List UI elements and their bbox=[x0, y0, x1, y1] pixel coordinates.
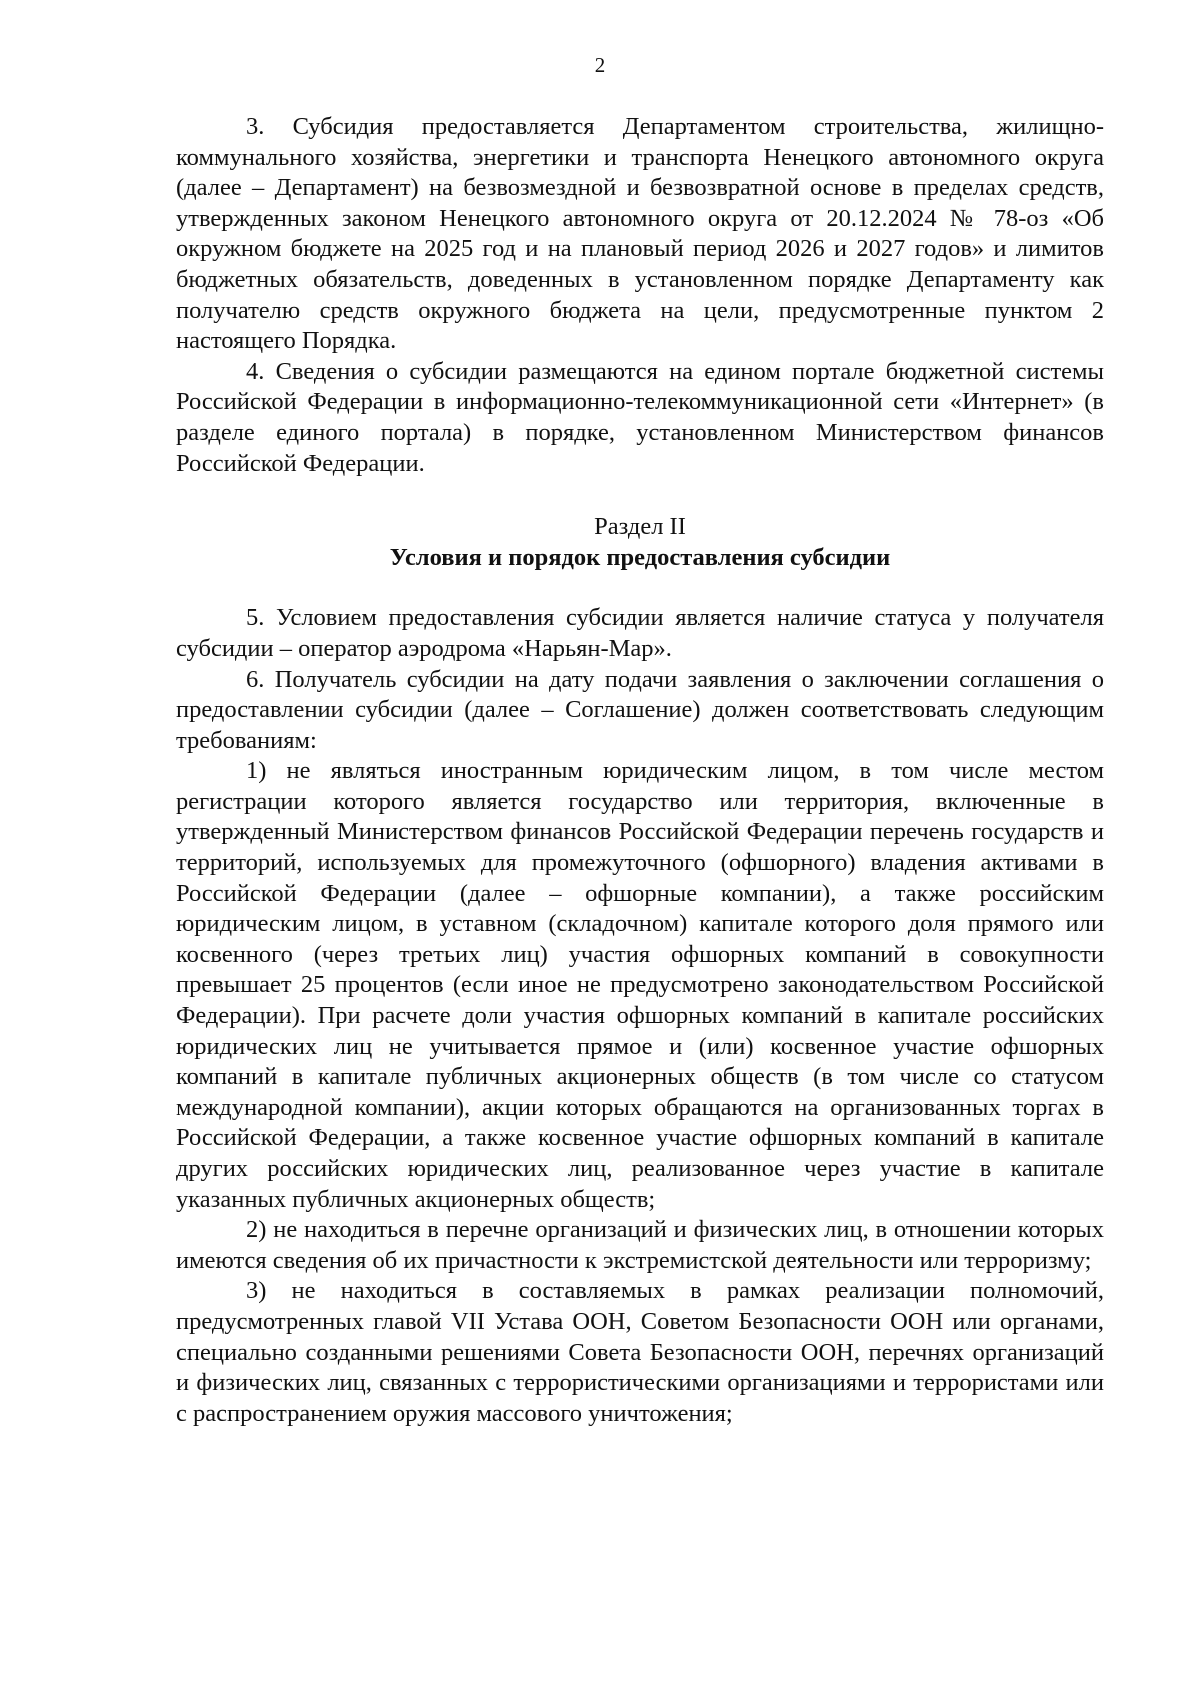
requirement-1: 1) не являться иностранным юридическим лицом, в том числе местом регистрации которого является государство или территория, включенные в утвержденный Министерством финансов Российской Федерации перечень государств и территорий, используемых для промежуточного (офшорного) владения активами в Российской Федерации (далее – офшорные компании), а также российским юридическим лицом, в уставном (складочном) капитале которого доля прямого или косвенного (через третьих лиц) участия офшорных компаний в совокупности превышает 25 процентов (если иное не предусмотрено законодательством Российской Федерации). При расчете доли участия офшорных компаний в капитале российских юридических лиц не учитывается прямое и (или) косвенное участие офшорных компаний в капитале публичных акционерных обществ (в том числе со статусом международной компании), акции которых обращаются на организованных торгах в Российской Федерации, а также косвенное участие офшорных компаний в капитале других российских юридических лиц, реализованное через участие в капитале указанных публичных акционерных обществ; bbox=[176, 757, 1104, 1213]
paragraph-3: 3. Субсидия предоставляется Департаментом строительства, жилищно-коммунального хозяйства, энергетики и транспорта Ненецкого автономного округа (далее – Департамент) на безвозмездной и безвозвратной основе в пределах средств, утвержденных законом Ненецкого автономного округа от 20.12.2024 № 78-оз «Об окружном бюджете на 2025 год и на плановый период 2026 и 2027 годов» и лимитов бюджетных обязательств, доведенных в установленном порядке Департаменту как получателю средств окружного бюджета на цели, предусмотренные пунктом 2 настоящего Порядка. bbox=[176, 113, 1104, 355]
document-body bbox=[176, 112, 1104, 1429]
section-label: Раздел II bbox=[594, 513, 686, 541]
page-number: 2 bbox=[594, 53, 606, 77]
paragraph-5: 5. Условием предоставления субсидии является наличие статуса у получателя субсидии – оператор аэродрома «Нарьян-Мар». bbox=[176, 604, 1104, 662]
requirement-2: 2) не находиться в перечне организаций и физических лиц, в отношении которых имеются сведения об их причастности к экстремистской деятельности или терроризму; bbox=[176, 1216, 1104, 1274]
requirement-3: 3) не находиться в составляемых в рамках реализации полномочий, предусмотренных главой VII Устава ООН, Советом Безопасности ООН или органами, специально созданными решениями Совета Безопасности ООН, перечнях организаций и физических лиц, связанных с террористическими организациями и террористами или с распространением оружия массового уничтожения; bbox=[176, 1277, 1104, 1427]
paragraph-6: 6. Получатель субсидии на дату подачи заявления о заключении соглашения о предоставлении субсидии (далее – Соглашение) должен соответствовать следующим требованиям: bbox=[176, 665, 1104, 754]
section-title: Условия и порядок предоставления субсидии bbox=[389, 543, 891, 571]
paragraph-4: 4. Сведения о субсидии размещаются на едином портале бюджетной системы Российской Федерации в информационно-телекоммуникационной сети «Интернет» (в разделе единого портала) в порядке, установленном Министерством финансов Российской Федерации. bbox=[176, 357, 1104, 477]
section-heading bbox=[176, 512, 1104, 573]
